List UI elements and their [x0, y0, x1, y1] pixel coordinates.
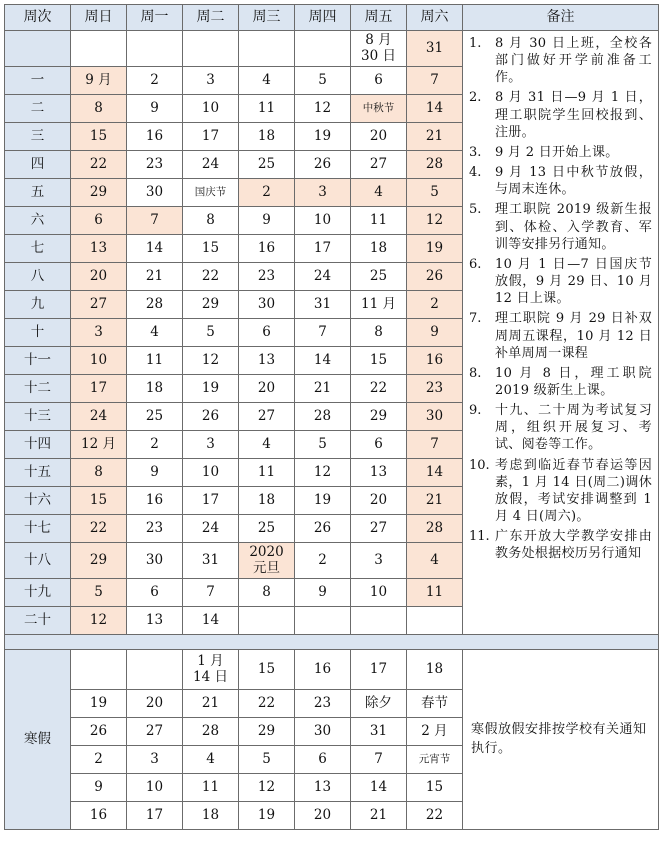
day-cell: 8 [71, 95, 127, 123]
note-number: 8. [469, 365, 482, 381]
day-cell: 3 [183, 431, 239, 459]
day-cell: 15 [71, 487, 127, 515]
day-cell: 24 [295, 263, 351, 291]
winter-day-cell [127, 650, 183, 690]
separator-row [5, 635, 659, 650]
day-cell: 2 [127, 431, 183, 459]
week-label: 十三 [5, 403, 71, 431]
day-cell: 26 [295, 151, 351, 179]
day-cell: 4 [239, 431, 295, 459]
day-cell: 9 [295, 579, 351, 607]
day-cell: 21 [127, 263, 183, 291]
day-cell: 25 [239, 151, 295, 179]
winter-day-cell: 26 [71, 718, 127, 746]
day-cell: 29 [71, 543, 127, 579]
day-cell: 16 [127, 487, 183, 515]
day-cell: 13 [239, 347, 295, 375]
day-cell: 10 [183, 95, 239, 123]
winter-day-cell [71, 650, 127, 690]
week-row [5, 31, 659, 67]
winter-day-cell: 除夕 [351, 690, 407, 718]
winter-day-cell: 14 [351, 774, 407, 802]
day-cell: 28 [407, 151, 463, 179]
week-label: 十四 [5, 431, 71, 459]
note-item [469, 144, 652, 161]
day-cell: 29 [71, 179, 127, 207]
note-number: 5. [469, 202, 482, 218]
day-cell: 12 [407, 207, 463, 235]
week-label: 二十 [5, 607, 71, 635]
winter-row [5, 650, 659, 690]
day-cell: 6 [351, 431, 407, 459]
winter-day-cell: 28 [183, 718, 239, 746]
day-cell: 8 月 30 日 [351, 31, 407, 67]
note-text: 9 月 13 日中秋节放假，与周末连休。 [495, 165, 652, 198]
note-number: 7. [469, 311, 482, 327]
day-cell: 20 [351, 123, 407, 151]
day-cell: 16 [127, 123, 183, 151]
notes-list [469, 35, 652, 563]
note-number: 6. [469, 256, 482, 272]
week-label: 十一 [5, 347, 71, 375]
day-cell: 23 [127, 151, 183, 179]
day-cell: 30 [127, 179, 183, 207]
week-label: 七 [5, 235, 71, 263]
day-cell: 19 [295, 487, 351, 515]
day-cell: 3 [295, 179, 351, 207]
day-cell: 4 [351, 179, 407, 207]
note-item [469, 35, 652, 86]
day-cell: 8 [239, 579, 295, 607]
week-label [5, 31, 71, 67]
note-item [469, 310, 652, 361]
day-cell: 9 [407, 319, 463, 347]
day-cell: 26 [183, 403, 239, 431]
note-number: 10. [469, 457, 490, 473]
day-cell: 8 [183, 207, 239, 235]
note-item [469, 89, 652, 140]
note-number: 9. [469, 403, 482, 419]
day-cell: 20 [351, 487, 407, 515]
day-cell: 7 [295, 319, 351, 347]
winter-day-cell: 18 [407, 650, 463, 690]
day-cell [239, 31, 295, 67]
day-cell: 14 [407, 95, 463, 123]
day-cell: 28 [295, 403, 351, 431]
winter-day-cell: 21 [183, 690, 239, 718]
note-text: 广东开放大学教学安排由教务处根据校历另行通知 [495, 529, 652, 562]
note-item [469, 256, 652, 307]
day-cell: 11 月 [351, 291, 407, 319]
day-cell: 6 [239, 319, 295, 347]
day-cell: 10 [183, 459, 239, 487]
note-text: 8 月 31 日—9 月 1 日，理工职院学生回校报到、注册。 [495, 90, 652, 140]
day-cell: 4 [407, 543, 463, 579]
winter-day-cell: 18 [183, 802, 239, 830]
day-cell: 19 [183, 375, 239, 403]
header-notes: 备注 [463, 5, 659, 31]
day-cell: 12 [71, 607, 127, 635]
day-cell: 27 [239, 403, 295, 431]
day-cell: 20 [239, 375, 295, 403]
winter-day-cell: 13 [295, 774, 351, 802]
day-cell: 29 [183, 291, 239, 319]
winter-day-cell: 27 [127, 718, 183, 746]
day-cell: 3 [71, 319, 127, 347]
winter-day-cell: 11 [183, 774, 239, 802]
day-cell: 5 [295, 67, 351, 95]
week-label: 八 [5, 263, 71, 291]
day-cell: 2 [239, 179, 295, 207]
winter-day-cell: 30 [295, 718, 351, 746]
day-cell: 27 [351, 515, 407, 543]
day-cell: 5 [71, 579, 127, 607]
day-cell: 16 [239, 235, 295, 263]
day-cell: 12 [295, 459, 351, 487]
note-number: 4. [469, 165, 482, 181]
winter-day-cell: 15 [239, 650, 295, 690]
winter-day-cell: 17 [351, 650, 407, 690]
day-cell: 7 [407, 431, 463, 459]
note-text: 理工职院 2019 级新生报到、体检、入学教育、军训等安排另行通知。 [495, 202, 652, 252]
day-cell: 21 [295, 375, 351, 403]
day-cell: 25 [127, 403, 183, 431]
day-cell: 23 [127, 515, 183, 543]
day-cell: 16 [407, 347, 463, 375]
note-text: 10 月 8 日，理工职院 2019 级新生上课。 [495, 365, 652, 398]
day-cell [295, 607, 351, 635]
day-cell: 31 [295, 291, 351, 319]
winter-day-cell: 10 [127, 774, 183, 802]
day-cell: 7 [183, 579, 239, 607]
day-cell: 31 [407, 31, 463, 67]
winter-day-cell: 5 [239, 746, 295, 774]
day-cell: 11 [351, 207, 407, 235]
winter-day-cell: 6 [295, 746, 351, 774]
note-item [469, 402, 652, 453]
day-cell [127, 31, 183, 67]
day-cell: 15 [71, 123, 127, 151]
day-cell: 12 [183, 347, 239, 375]
day-cell: 4 [239, 67, 295, 95]
winter-day-cell: 2 [71, 746, 127, 774]
day-cell: 8 [71, 459, 127, 487]
day-cell: 9 [239, 207, 295, 235]
header-row [5, 5, 659, 31]
week-label: 三 [5, 123, 71, 151]
note-number: 1. [469, 36, 482, 51]
winter-day-cell: 29 [239, 718, 295, 746]
note-text: 8 月 30 日上班，全校各部门做好开学前准备工作。 [495, 36, 652, 86]
winter-day-cell: 1 月 14 日 [183, 650, 239, 690]
week-label: 一 [5, 67, 71, 95]
day-cell: 28 [407, 515, 463, 543]
day-cell: 11 [239, 459, 295, 487]
day-cell [71, 31, 127, 67]
day-cell: 23 [239, 263, 295, 291]
winter-day-cell: 12 [239, 774, 295, 802]
note-item [469, 365, 652, 399]
notes-cell [463, 31, 659, 635]
day-cell: 国庆节 [183, 179, 239, 207]
day-cell: 15 [183, 235, 239, 263]
day-cell: 25 [239, 515, 295, 543]
day-cell: 12 月 [71, 431, 127, 459]
day-cell: 28 [127, 291, 183, 319]
note-number: 11. [469, 529, 490, 545]
winter-day-cell: 3 [127, 746, 183, 774]
school-calendar [4, 4, 658, 848]
calendar-table [4, 4, 659, 830]
day-cell: 29 [351, 403, 407, 431]
header-thu: 周四 [295, 5, 351, 31]
winter-day-cell: 元宵节 [407, 746, 463, 774]
winter-day-cell: 7 [351, 746, 407, 774]
week-label: 十九 [5, 579, 71, 607]
day-cell: 14 [127, 235, 183, 263]
day-cell: 27 [351, 151, 407, 179]
day-cell: 13 [127, 607, 183, 635]
week-label: 十六 [5, 487, 71, 515]
day-cell: 18 [127, 375, 183, 403]
day-cell [295, 31, 351, 67]
day-cell: 19 [407, 235, 463, 263]
note-number: 2. [469, 90, 482, 106]
day-cell: 30 [407, 403, 463, 431]
week-label: 十八 [5, 543, 71, 579]
winter-day-cell: 19 [71, 690, 127, 718]
header-mon: 周一 [127, 5, 183, 31]
note-item [469, 201, 652, 252]
winter-day-cell: 16 [295, 650, 351, 690]
week-label: 四 [5, 151, 71, 179]
day-cell: 14 [183, 607, 239, 635]
winter-day-cell: 21 [351, 802, 407, 830]
header-sat: 周六 [407, 5, 463, 31]
day-cell: 中秋节 [351, 95, 407, 123]
winter-note: 寒假放假安排按学校有关通知执行。 [463, 650, 659, 830]
day-cell: 17 [183, 123, 239, 151]
week-label: 五 [5, 179, 71, 207]
note-item [469, 164, 652, 198]
day-cell: 18 [239, 487, 295, 515]
day-cell: 22 [183, 263, 239, 291]
day-cell: 17 [295, 235, 351, 263]
day-cell: 18 [351, 235, 407, 263]
day-cell: 24 [183, 515, 239, 543]
winter-day-cell: 31 [351, 718, 407, 746]
day-cell: 20 [71, 263, 127, 291]
day-cell: 2 [127, 67, 183, 95]
day-cell: 5 [183, 319, 239, 347]
day-cell: 6 [71, 207, 127, 235]
day-cell [239, 607, 295, 635]
header-wed: 周三 [239, 5, 295, 31]
note-text: 10 月 1 日—7 日国庆节放假，9 月 29 日、10 月 12 日上课。 [495, 256, 652, 307]
header-tue: 周二 [183, 5, 239, 31]
day-cell: 12 [295, 95, 351, 123]
week-label: 六 [5, 207, 71, 235]
note-text: 十九、二十周为考试复习周，组织开展复习、考试、阅卷等工作。 [495, 403, 652, 453]
winter-day-cell: 9 [71, 774, 127, 802]
day-cell: 3 [183, 67, 239, 95]
week-label: 十二 [5, 375, 71, 403]
day-cell: 17 [71, 375, 127, 403]
day-cell: 14 [407, 459, 463, 487]
note-item [469, 457, 652, 526]
day-cell: 21 [407, 487, 463, 515]
day-cell: 10 [295, 207, 351, 235]
separator-cell [5, 635, 659, 650]
day-cell: 14 [295, 347, 351, 375]
winter-day-cell: 23 [295, 690, 351, 718]
day-cell [407, 607, 463, 635]
day-cell: 13 [71, 235, 127, 263]
day-cell: 30 [127, 543, 183, 579]
week-label: 十五 [5, 459, 71, 487]
note-text: 理工职院 9 月 29 日补双周周五课程，10 月 12 日补单周周一课程 [495, 311, 652, 361]
header-sun: 周日 [71, 5, 127, 31]
winter-day-cell: 2 月 [407, 718, 463, 746]
day-cell: 6 [127, 579, 183, 607]
header-week: 周次 [5, 5, 71, 31]
winter-day-cell: 15 [407, 774, 463, 802]
day-cell: 18 [239, 123, 295, 151]
header-fri: 周五 [351, 5, 407, 31]
note-text: 9 月 2 日开始上课。 [495, 144, 619, 160]
day-cell: 22 [71, 515, 127, 543]
day-cell: 9 [127, 95, 183, 123]
winter-label: 寒假 [5, 650, 71, 830]
day-cell: 30 [239, 291, 295, 319]
day-cell: 19 [295, 123, 351, 151]
day-cell: 17 [183, 487, 239, 515]
day-cell: 15 [351, 347, 407, 375]
day-cell: 7 [407, 67, 463, 95]
day-cell [351, 607, 407, 635]
day-cell: 25 [351, 263, 407, 291]
note-number: 3. [469, 144, 482, 160]
day-cell: 3 [351, 543, 407, 579]
day-cell: 13 [351, 459, 407, 487]
day-cell: 26 [295, 515, 351, 543]
note-text: 考虑到临近春节春运等因素，1 月 14 日(周二)调休放假，考试安排调整到 1 月 4 日(周六)。 [495, 457, 652, 525]
day-cell: 5 [407, 179, 463, 207]
day-cell: 7 [127, 207, 183, 235]
day-cell: 27 [71, 291, 127, 319]
winter-body [5, 650, 659, 830]
winter-day-cell: 春节 [407, 690, 463, 718]
day-cell: 11 [239, 95, 295, 123]
winter-day-cell: 17 [127, 802, 183, 830]
day-cell: 9 月 [71, 67, 127, 95]
day-cell: 11 [127, 347, 183, 375]
day-cell: 21 [407, 123, 463, 151]
day-cell: 2020 元旦 [239, 543, 295, 579]
day-cell [183, 31, 239, 67]
week-label: 十七 [5, 515, 71, 543]
day-cell: 9 [127, 459, 183, 487]
day-cell: 23 [407, 375, 463, 403]
day-cell: 31 [183, 543, 239, 579]
winter-day-cell: 22 [239, 690, 295, 718]
day-cell: 24 [183, 151, 239, 179]
day-cell: 8 [351, 319, 407, 347]
day-cell: 22 [71, 151, 127, 179]
day-cell: 10 [351, 579, 407, 607]
week-label: 九 [5, 291, 71, 319]
note-item [469, 528, 652, 562]
day-cell: 5 [295, 431, 351, 459]
weeks-body [5, 31, 659, 635]
day-cell: 10 [71, 347, 127, 375]
day-cell: 2 [295, 543, 351, 579]
day-cell: 4 [127, 319, 183, 347]
winter-day-cell: 20 [295, 802, 351, 830]
day-cell: 24 [71, 403, 127, 431]
winter-day-cell: 22 [407, 802, 463, 830]
winter-day-cell: 4 [183, 746, 239, 774]
day-cell: 22 [351, 375, 407, 403]
winter-day-cell: 20 [127, 690, 183, 718]
winter-day-cell: 19 [239, 802, 295, 830]
day-cell: 2 [407, 291, 463, 319]
day-cell: 26 [407, 263, 463, 291]
week-label: 十 [5, 319, 71, 347]
day-cell: 11 [407, 579, 463, 607]
winter-day-cell: 16 [71, 802, 127, 830]
day-cell: 6 [351, 67, 407, 95]
week-label: 二 [5, 95, 71, 123]
